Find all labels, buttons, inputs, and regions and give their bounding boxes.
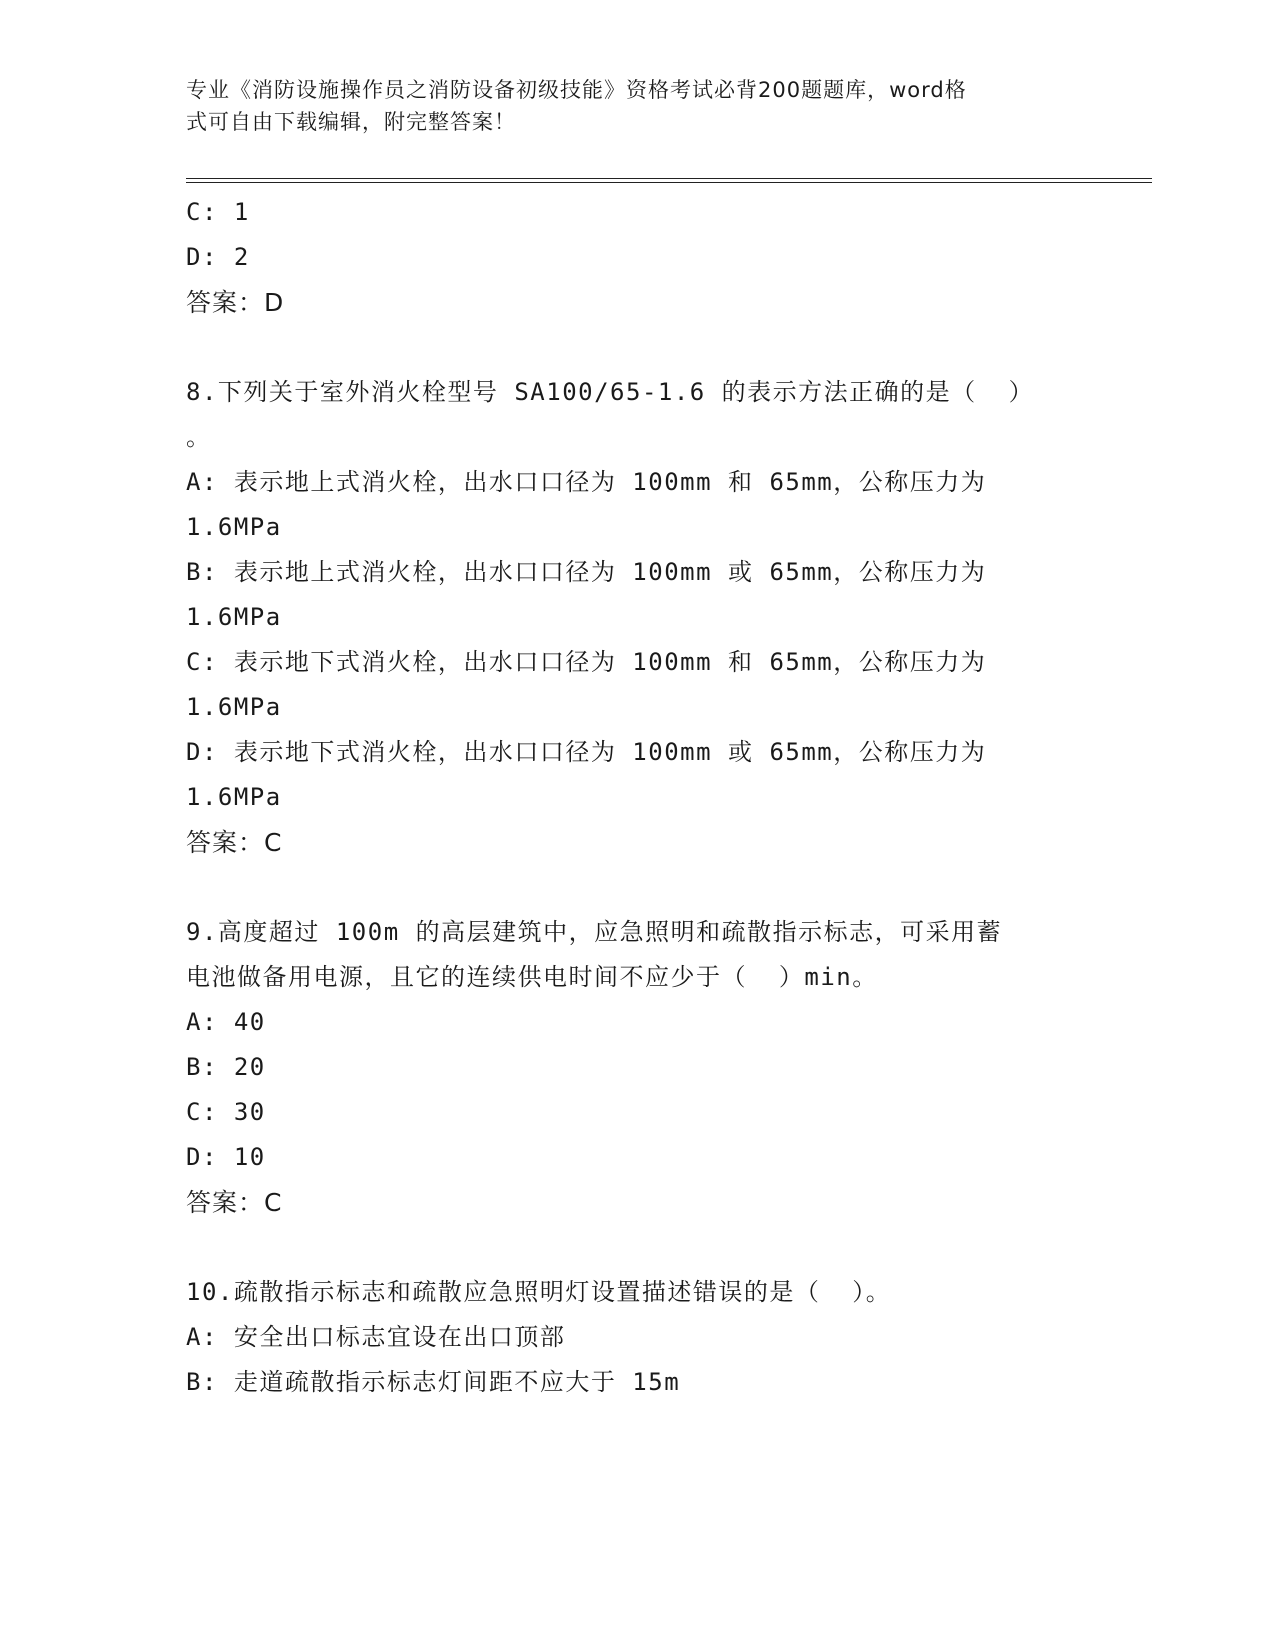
option-b: B: 走道疏散指示标志灯间距不应大于 15m [186, 1368, 681, 1396]
question-7 [186, 190, 1086, 325]
option-c: C: 1 [186, 198, 250, 226]
answer: 答案：C [186, 828, 283, 857]
option-d: D: 表示地下式消火栓，出水口口径为 100mm 或 65mm，公称压力为 [186, 738, 987, 766]
question-10 [186, 1270, 1086, 1405]
option-b-continued: 1.6MPa [186, 603, 282, 631]
option-a: A: 40 [186, 1008, 266, 1036]
header-title-line-2: 式可自由下载编辑，附完整答案！ [186, 110, 516, 134]
spacer [186, 865, 1086, 910]
question-9 [186, 910, 1086, 1225]
option-d-continued: 1.6MPa [186, 783, 282, 811]
option-b: B: 表示地上式消火栓，出水口口径为 100mm 或 65mm，公称压力为 [186, 558, 987, 586]
option-c: C: 30 [186, 1098, 266, 1126]
option-a: A: 表示地上式消火栓，出水口口径为 100mm 和 65mm，公称压力为 [186, 468, 987, 496]
option-c: C: 表示地下式消火栓，出水口口径为 100mm 和 65mm，公称压力为 [186, 648, 987, 676]
question-8 [186, 370, 1086, 865]
question-content [186, 190, 1086, 1405]
option-d: D: 2 [186, 243, 250, 271]
option-a: A: 安全出口标志宜设在出口顶部 [186, 1323, 566, 1351]
option-b: B: 20 [186, 1053, 266, 1081]
question-text: 10.疏散指示标志和疏散应急照明灯设置描述错误的是（ ）。 [186, 1278, 892, 1306]
option-c-continued: 1.6MPa [186, 693, 282, 721]
answer: 答案：C [186, 1188, 283, 1217]
header-title-line-1: 专业《消防设施操作员之消防设备初级技能》资格考试必背200题题库，word格 [186, 78, 967, 102]
answer: 答案：D [186, 288, 285, 317]
question-text-line-2: 。 [186, 423, 212, 451]
header-divider [186, 178, 1152, 183]
question-text-line-2: 电池做备用电源，且它的连续供电时间不应少于（ ）min。 [186, 963, 878, 991]
option-a-continued: 1.6MPa [186, 513, 282, 541]
spacer [186, 1225, 1086, 1270]
document-header [186, 74, 1066, 138]
option-d: D: 10 [186, 1143, 266, 1171]
question-text-line-1: 9.高度超过 100m 的高层建筑中，应急照明和疏散指示标志，可采用蓄 [186, 918, 1003, 946]
question-text-line-1: 8.下列关于室外消火栓型号 SA100/65-1.6 的表示方法正确的是（ ） [186, 378, 1035, 406]
spacer [186, 325, 1086, 370]
